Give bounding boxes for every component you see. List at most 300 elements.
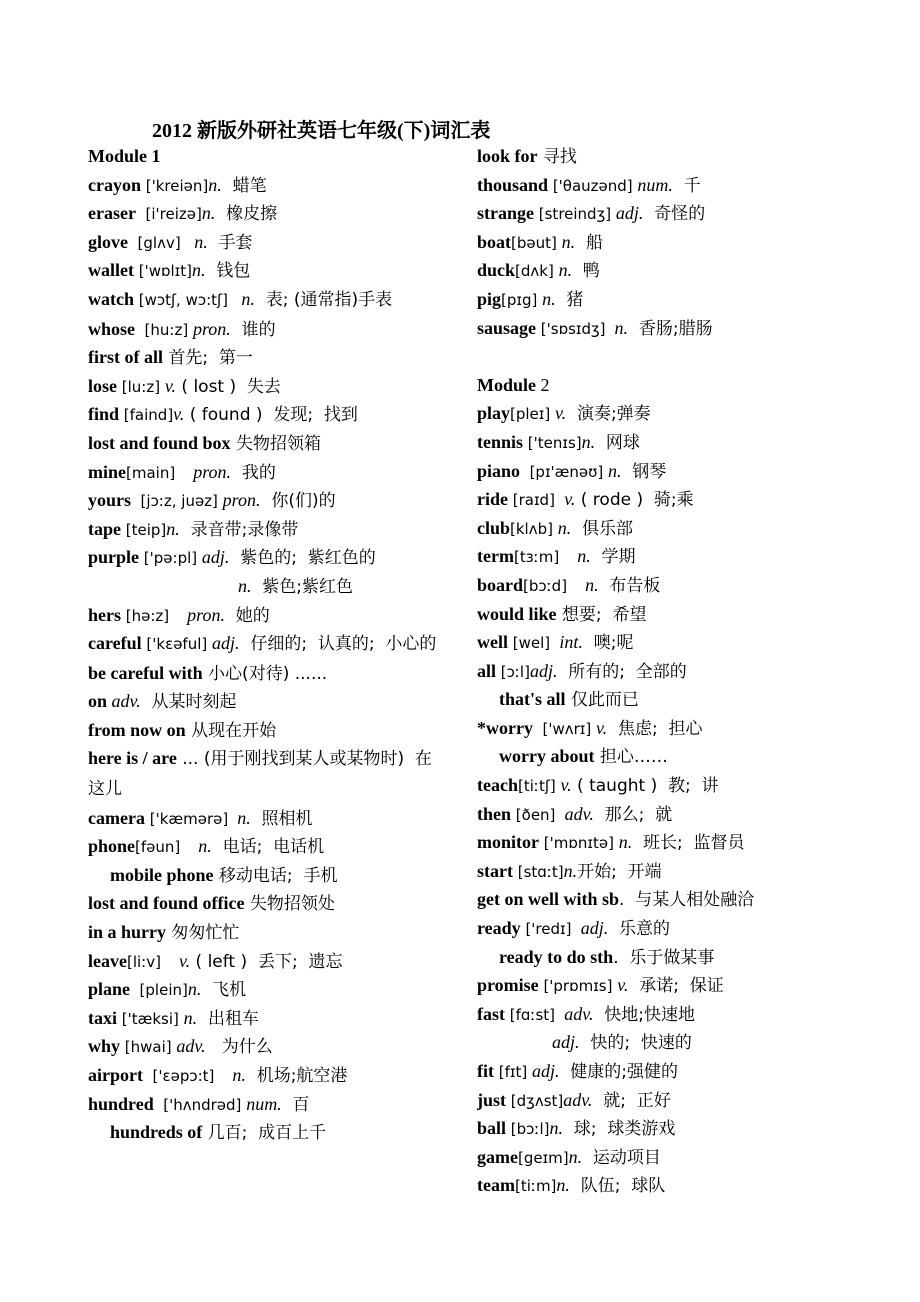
part-of-speech: v. [559, 489, 576, 510]
chinese-meaning: 谁的 [230, 319, 276, 340]
vocab-entry [477, 742, 837, 771]
vocab-entry [477, 199, 837, 228]
vocab-word: tape [88, 518, 121, 539]
vocab-entry [477, 399, 837, 428]
chinese-meaning: 演奏;弹奏 [566, 404, 651, 425]
phonetic: [glʌv] [128, 233, 181, 252]
chinese-meaning: 飞机 [201, 980, 247, 1001]
vocab-entry [88, 804, 443, 833]
chinese-meaning: 鸭 [572, 261, 600, 282]
part-of-speech: pron. [175, 461, 232, 482]
chinese-meaning: 录音带;录像带 [179, 519, 299, 540]
phonetic: [pɪg] [501, 290, 543, 309]
part-of-speech: n. [542, 288, 556, 309]
vocab-word: look for [477, 146, 538, 166]
phonetic: ['kɛəful] [141, 635, 212, 654]
vocab-word: wallet [88, 260, 134, 281]
vocab-word: ball [477, 1118, 507, 1139]
phonetic: [plein] [130, 981, 188, 1000]
part-of-speech: pron. [169, 604, 225, 625]
chinese-meaning: 运动项目 [582, 1147, 661, 1168]
chinese-meaning: 乐意的 [608, 919, 671, 940]
chinese-meaning: 匆匆忙忙 [166, 923, 240, 944]
vocab-entry [477, 800, 837, 829]
vocab-word: team [477, 1175, 515, 1196]
part-of-speech: adj. [552, 1032, 580, 1053]
chinese-meaning: 照相机 [250, 808, 313, 829]
vocab-entry [477, 1028, 837, 1057]
phonetic: [fɑːst] [505, 1005, 560, 1024]
vocab-word: promise [477, 975, 539, 996]
vocab-entry [88, 228, 443, 257]
phonetic: ['redɪ] [520, 920, 577, 939]
vocab-entry [477, 914, 837, 943]
vocab-entry [477, 714, 837, 743]
vocab-entry [88, 1004, 443, 1033]
module-heading [477, 371, 837, 400]
vocab-word: worry about [499, 746, 595, 767]
phonetic: [li:v] [126, 952, 161, 971]
part-of-speech: v. [596, 717, 608, 738]
part-of-speech: adv. [559, 1003, 594, 1024]
vocab-word: here is / are [88, 748, 177, 769]
phonetic: [i'reizə] [135, 205, 202, 224]
phonetic: ['θauzənd] [548, 176, 638, 195]
part-of-speech: adj. [576, 918, 609, 939]
vocab-word: term [477, 546, 514, 567]
vocab-word: *worry [477, 717, 533, 738]
part-of-speech: adv. [107, 691, 141, 712]
vocab-entry [88, 832, 443, 861]
chinese-meaning: 钢琴 [621, 461, 667, 482]
chinese-meaning: 失物招领箱 [230, 433, 321, 454]
vocab-entry [477, 771, 837, 800]
module-heading-label: Module [477, 374, 541, 395]
chinese-meaning: 小心(对待) ...... [202, 663, 328, 684]
chinese-meaning: 承诺; 保证 [628, 976, 724, 997]
vocab-word: yours [88, 490, 132, 511]
vocab-word: get on well with sb [477, 889, 620, 910]
chinese-meaning: 那么; 就 [593, 804, 673, 825]
vocab-word: fit [477, 1061, 494, 1081]
vocab-entry [88, 199, 443, 228]
vocab-word: teach [477, 775, 518, 796]
vocab-word: whose [88, 318, 136, 339]
phonetic: [pleɪ] [510, 405, 555, 424]
vocab-entry [88, 889, 443, 918]
vocab-word: sausage [477, 317, 537, 338]
chinese-meaning: 紫色;紫红色 [251, 576, 354, 597]
chinese-meaning: ( found ) 发现; 找到 [184, 405, 358, 426]
vocab-word: pig [477, 288, 502, 309]
vocab-word: lost and found office [88, 893, 245, 914]
vocab-entry [477, 171, 837, 200]
vocab-entry [88, 458, 443, 487]
chinese-meaning: 从某时刻起 [140, 692, 237, 713]
chinese-meaning: 健康的;强健的 [559, 1062, 679, 1082]
phonetic: [hə:z] [121, 606, 170, 625]
vocab-entry [477, 285, 837, 314]
part-of-speech: adj. [531, 1061, 560, 1081]
vocab-entry [477, 828, 837, 857]
vocab-entry [88, 515, 443, 544]
vocab-word: hundreds of [110, 1122, 203, 1143]
vocab-entry [88, 744, 443, 803]
vocab-word: find [88, 404, 120, 425]
phonetic: [wel] [508, 634, 555, 653]
vocab-word: game [477, 1146, 518, 1167]
chinese-meaning: 钱包 [205, 261, 251, 282]
chinese-meaning: 橡皮擦 [215, 204, 278, 225]
chinese-meaning: 仔细的; 认真的; 小心的 [239, 634, 437, 655]
vocab-word: crayon [88, 174, 141, 195]
vocab-word: eraser [88, 203, 136, 224]
phonetic: ['wɒlɪt] [133, 262, 192, 281]
phonetic: [bɔːl] [506, 1120, 550, 1139]
phonetic: [pɪ'ænəʊ] [520, 462, 608, 481]
chinese-meaning: 就; 正好 [592, 1090, 671, 1111]
vocab-entry [477, 657, 837, 686]
vocab-entry [88, 629, 443, 659]
phonetic: [geɪm] [517, 1148, 569, 1167]
vocab-entry [88, 716, 443, 745]
phonetic: [faind] [119, 406, 174, 425]
chinese-meaning: 机场;航空港 [245, 1066, 348, 1086]
vocab-entry [477, 542, 837, 571]
chinese-meaning: 俱乐部 [571, 518, 634, 539]
chinese-meaning: 快地;快速地 [593, 1004, 695, 1025]
part-of-speech: n. [605, 317, 629, 338]
vocab-word: first of all [88, 347, 163, 368]
part-of-speech: adj. [615, 203, 644, 224]
phonetic: [bəut] [511, 233, 562, 252]
vocab-word: glove [88, 231, 128, 252]
module-heading [88, 142, 443, 171]
phonetic: ['kreiən] [141, 176, 209, 195]
left-column [88, 142, 443, 1147]
vocab-entry [477, 228, 837, 257]
part-of-speech: v. [160, 950, 191, 971]
part-of-speech: pron. [222, 490, 261, 511]
vocab-word: thousand [477, 174, 549, 195]
phonetic: [ðen] [511, 805, 561, 824]
phonetic: [jɔ:z, juəz] [131, 492, 223, 511]
chinese-meaning: 所有的; 全部的 [557, 661, 687, 682]
part-of-speech: adj. [201, 547, 230, 568]
vocab-entry [88, 947, 443, 976]
chinese-meaning: 手套 [207, 232, 253, 253]
vocab-word: all [477, 660, 497, 681]
vocab-word: fast [477, 1003, 505, 1024]
vocab-entry [88, 659, 443, 688]
part-of-speech: n. [549, 1118, 563, 1139]
part-of-speech: n. [214, 1065, 246, 1085]
vocab-word: then [477, 803, 512, 824]
part-of-speech: n. [557, 517, 572, 538]
vocab-word: strange [477, 203, 534, 224]
chinese-meaning: 班长; 监督员 [632, 833, 745, 854]
vocab-entry [477, 314, 837, 343]
phonetic: [klʌb] [510, 519, 558, 538]
vocab-entry [477, 142, 837, 171]
vocab-word: that's all [499, 689, 566, 710]
vocab-word: purple [88, 547, 140, 568]
phonetic: [hu:z] [135, 320, 193, 339]
vocab-word: mine [88, 461, 126, 482]
right-column [477, 142, 837, 1200]
chinese-meaning: 学期 [590, 547, 636, 568]
chinese-meaning: ( rode ) 骑;乘 [575, 490, 694, 511]
part-of-speech: n. [568, 1146, 583, 1167]
chinese-meaning: 千 [672, 175, 701, 196]
chinese-meaning: 蜡笔 [221, 175, 267, 196]
phonetic: ['wʌrɪ] [532, 719, 597, 738]
chinese-meaning: ( lost ) 失去 [176, 376, 281, 397]
vocab-word: lost and found box [88, 432, 231, 453]
chinese-meaning: . 乐于做某事 [613, 947, 715, 968]
part-of-speech: n. [183, 1007, 198, 1028]
vocab-word: in a hurry [88, 922, 167, 943]
part-of-speech: n. [563, 860, 578, 881]
vocab-word: plane [88, 979, 131, 1000]
vocab-word: boat [477, 231, 512, 252]
vocab-word: taxi [88, 1007, 117, 1028]
vocab-entry [88, 601, 443, 630]
vocab-word: ready [477, 918, 521, 939]
vocab-word: be careful with [88, 662, 203, 683]
vocab-entry [88, 1061, 443, 1090]
vocab-word: piano [477, 460, 521, 481]
vocab-entry [477, 857, 837, 886]
part-of-speech: n. [208, 174, 222, 195]
phonetic: [hwai] [120, 1038, 177, 1057]
chinese-meaning: 移动电话; 手机 [213, 865, 338, 886]
vocab-entry [88, 1090, 443, 1119]
vocab-word: airport [88, 1065, 143, 1085]
chinese-meaning: 她的 [224, 605, 270, 626]
phonetic: [tiːtʃ] [517, 777, 561, 796]
vocab-word: would like [477, 603, 557, 624]
vocab-word: play [477, 403, 511, 424]
part-of-speech: n. [201, 203, 216, 224]
vocab-entry [477, 1086, 837, 1115]
chinese-meaning: 球; 球类游戏 [562, 1119, 676, 1140]
spacer [477, 342, 837, 371]
part-of-speech: n. [608, 460, 622, 481]
vocab-word: camera [88, 807, 145, 828]
vocab-entry [477, 457, 837, 486]
vocab-entry [477, 685, 837, 714]
phonetic: ['tenɪs] [523, 433, 582, 452]
vocab-entry [88, 1032, 443, 1061]
vocab-word: careful [88, 633, 142, 654]
phonetic: [wɔtʃ, wɔ:tʃ] [134, 290, 228, 309]
part-of-speech: adv. [560, 803, 594, 824]
module-heading-label: Module 1 [88, 146, 161, 166]
vocab-entry [477, 885, 837, 914]
phonetic: ['prɒmɪs] [538, 977, 618, 996]
vocab-entry [88, 285, 443, 315]
vocab-entry [477, 628, 837, 657]
page-title: 2012 新版外研社英语七年级(下)词汇表 [152, 120, 491, 142]
vocab-word: just [477, 1089, 507, 1110]
vocab-entry [477, 600, 837, 629]
vocab-word: leave [88, 950, 127, 971]
vocab-entry [88, 256, 443, 285]
vocab-word: ride [477, 489, 508, 510]
vocab-entry [88, 687, 443, 716]
chinese-meaning: 焦虑; 担心 [607, 718, 703, 739]
vocab-entry [477, 1000, 837, 1029]
chinese-meaning: 奇怪的 [643, 204, 706, 225]
part-of-speech: adj. [212, 633, 240, 654]
vocab-entry [88, 975, 443, 1004]
phonetic: [teip] [121, 520, 167, 539]
part-of-speech: n. [556, 1175, 570, 1196]
chinese-meaning: 出租车 [197, 1008, 259, 1029]
chinese-meaning: 你(们)的 [260, 491, 336, 512]
chinese-meaning: 队伍; 球队 [569, 1176, 666, 1197]
phonetic: ['pə:pl] [139, 549, 202, 568]
part-of-speech: n. [567, 574, 599, 595]
part-of-speech: v. [173, 404, 185, 425]
chinese-meaning: 从现在开始 [185, 720, 277, 741]
chinese-meaning: . 与某人相处融洽 [619, 890, 755, 911]
chinese-meaning: 几百; 成百上千 [202, 1123, 327, 1144]
chinese-meaning: 为什么 [205, 1037, 273, 1058]
chinese-meaning: 快的; 快速的 [579, 1033, 692, 1054]
vocab-entry [477, 1114, 837, 1143]
vocab-entry [477, 971, 837, 1000]
chinese-meaning: ... (用于刚找到某人或某物时) 在这儿 [88, 749, 432, 800]
phonetic: ['sɒsɪdʒ] [536, 319, 606, 338]
part-of-speech: n. [180, 231, 208, 252]
vocab-entry [88, 1118, 443, 1147]
phonetic: [bɔːd] [523, 576, 568, 595]
phonetic: [tiːm] [514, 1177, 557, 1196]
chinese-meaning: 噢;呢 [582, 633, 634, 654]
chinese-meaning: 仅此而已 [565, 690, 639, 711]
chinese-meaning: 首先; 第一 [162, 348, 253, 369]
part-of-speech: n. [561, 231, 576, 252]
vocab-entry [477, 1057, 837, 1086]
vocab-word: duck [477, 260, 516, 281]
phonetic: ['ɛəpɔ:t] [142, 1067, 215, 1085]
part-of-speech: n. [228, 807, 251, 828]
vocab-entry [88, 343, 443, 372]
vocab-word: lose [88, 375, 117, 396]
vocab-entry [477, 571, 837, 600]
vocab-word: well [477, 632, 508, 653]
part-of-speech: n. [192, 260, 206, 281]
chinese-meaning: 网球 [595, 432, 640, 453]
part-of-speech: v. [560, 775, 572, 796]
vocab-word: from now on [88, 719, 186, 740]
part-of-speech: adj. [529, 660, 558, 681]
part-of-speech: v. [554, 403, 567, 424]
vocab-entry [88, 429, 443, 458]
phonetic: [ɔːl] [496, 662, 530, 681]
phonetic: ['kæmərə] [144, 809, 229, 828]
chinese-meaning: 紫色的; 紫红色的 [229, 548, 376, 569]
vocab-word: on [88, 691, 108, 712]
vocab-entry [88, 372, 443, 401]
part-of-speech: v. [617, 975, 629, 996]
vocab-word: board [477, 574, 524, 595]
part-of-speech: pron. [192, 318, 231, 339]
part-of-speech: num. [246, 1093, 282, 1114]
vocab-word: mobile phone [110, 864, 214, 885]
part-of-speech: n. [558, 260, 573, 281]
chinese-meaning: 寻找 [537, 147, 577, 167]
vocab-word: ready to do sth [499, 946, 614, 967]
chinese-meaning: 电话; 电话机 [211, 837, 325, 858]
vocab-entry [477, 943, 837, 972]
part-of-speech: num. [637, 174, 673, 195]
phonetic: [stɑːt] [512, 862, 564, 881]
phonetic: [dʌk] [515, 262, 559, 281]
phonetic: [tɜːm] [513, 548, 560, 567]
part-of-speech: adv. [176, 1036, 206, 1057]
phonetic: ['mɒnɪtə] [539, 834, 619, 853]
part-of-speech: n. [238, 575, 252, 596]
part-of-speech: int. [554, 632, 583, 653]
vocab-entry [477, 428, 837, 457]
chinese-meaning: 想要; 希望 [556, 604, 647, 625]
chinese-meaning: 香肠;腊肠 [628, 318, 713, 339]
part-of-speech: n. [618, 832, 633, 853]
vocab-entry [88, 918, 443, 947]
part-of-speech: n. [581, 431, 596, 452]
phonetic: [lu:z] [117, 377, 165, 396]
vocab-word: tennis [477, 431, 524, 452]
vocab-word: club [477, 517, 511, 538]
chinese-meaning: 布告板 [598, 575, 661, 596]
phonetic: ['hʌndrəd] [153, 1095, 247, 1114]
phonetic: ['tæksi] [117, 1009, 184, 1028]
phonetic: [dʒʌst] [506, 1091, 564, 1110]
vocab-entry [477, 256, 837, 285]
phonetic: [main] [126, 463, 176, 482]
vocab-word: monitor [477, 832, 539, 853]
vocab-entry [88, 543, 443, 572]
phonetic: [fɪt] [494, 1063, 532, 1081]
vocab-word: why [88, 1036, 121, 1057]
part-of-speech: n. [180, 836, 212, 857]
part-of-speech: adv. [563, 1089, 593, 1110]
chinese-meaning: 船 [575, 232, 603, 253]
phonetic: [raɪd] [508, 491, 560, 510]
part-of-speech: n. [166, 518, 180, 539]
module-number: 2 [540, 374, 550, 395]
vocab-entry [477, 485, 837, 514]
chinese-meaning: 担心…… [594, 747, 668, 768]
phonetic: [streindʒ] [534, 205, 616, 224]
vocab-entry [477, 514, 837, 543]
vocab-entry [88, 486, 443, 515]
vocab-entry [88, 861, 443, 890]
vocab-entry [88, 315, 443, 344]
chinese-meaning: 失物招领处 [244, 894, 335, 915]
vocab-word: hers [88, 604, 121, 625]
part-of-speech: n. [187, 979, 202, 1000]
part-of-speech: v. [164, 375, 176, 396]
chinese-meaning: 百 [281, 1094, 310, 1115]
vocab-word: hundred [88, 1093, 154, 1114]
vocab-entry [477, 1143, 837, 1172]
vocab-entry [88, 400, 443, 429]
vocab-entry [88, 171, 443, 200]
